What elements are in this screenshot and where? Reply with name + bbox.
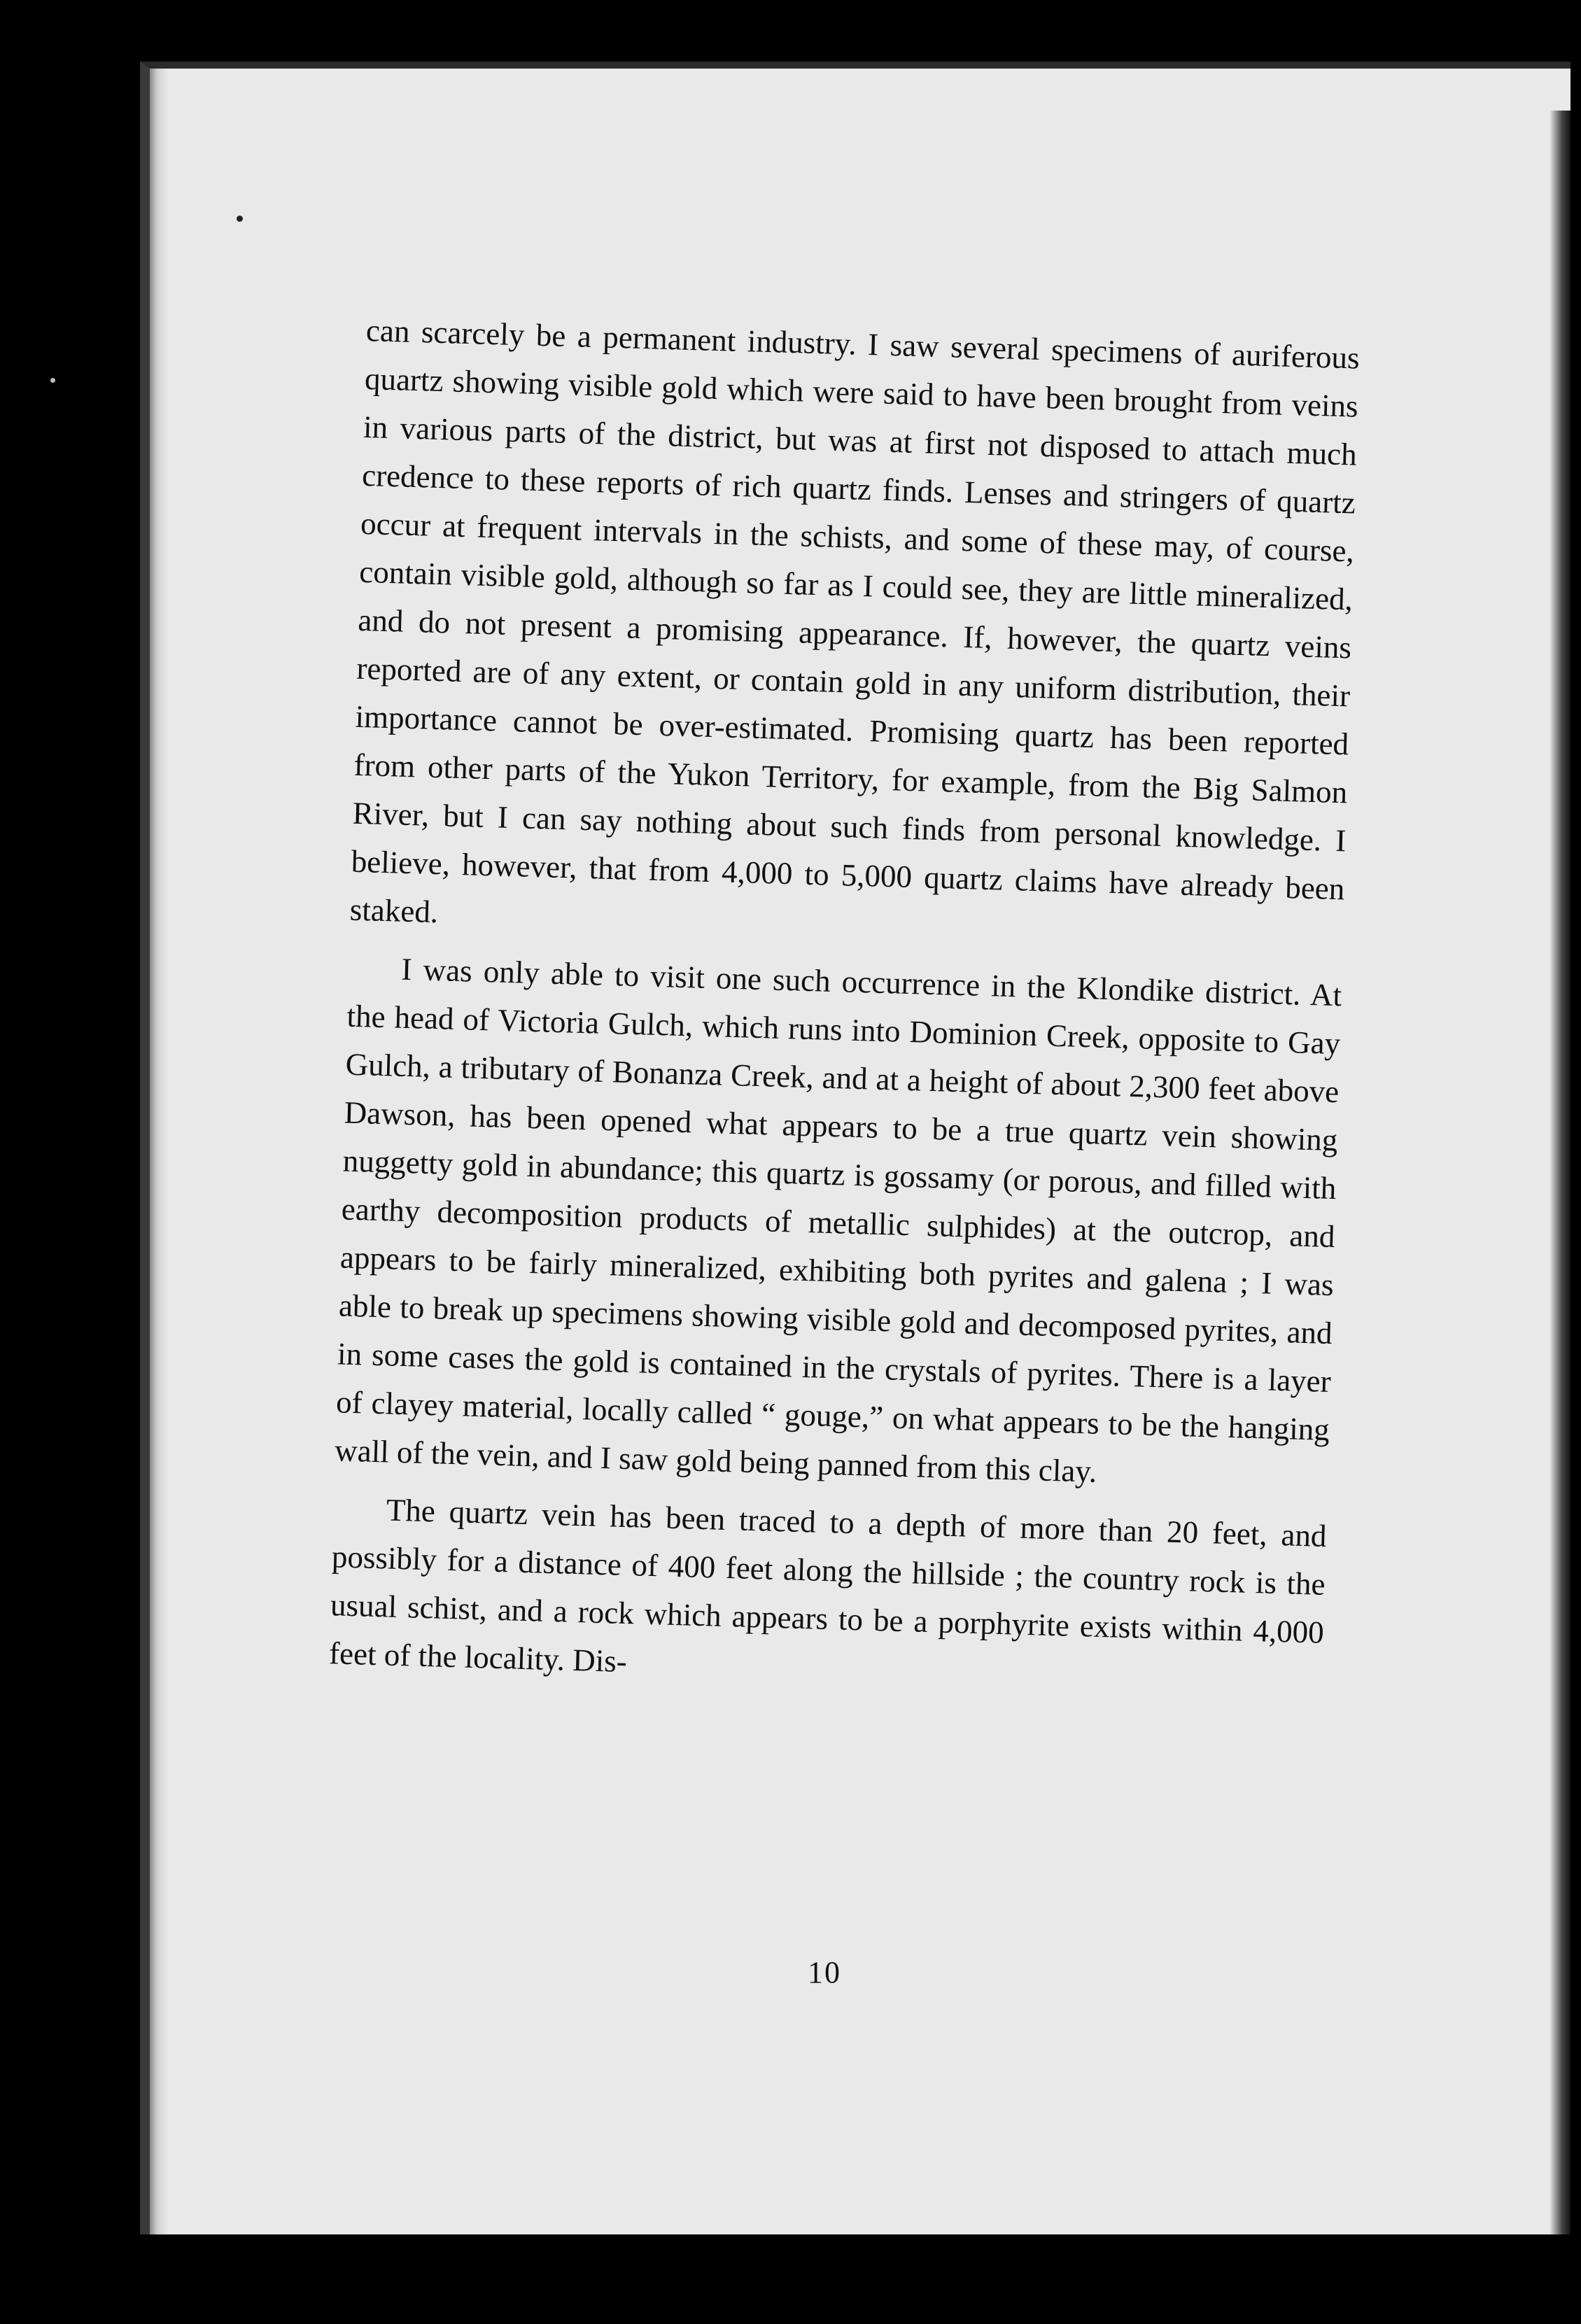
book-page <box>140 62 1571 2234</box>
paragraph-3: The quartz vein has been traced to a depth of more than 20 feet, and possibly for a distance of 400 feet along the hillside ; the country rock is the usual schist, and a rock which appears to be a porphyrite exists within 4,000 feet of the locality. Dis- <box>328 1492 1328 1679</box>
paragraph-2: I was only able to visit one such occurrence in the Klondike district. At the head of Victoria Gulch, which runs into Dominion Creek, opposite to Gay Gulch, a tributary of Bonanza Creek, and at a height of about 2,300 feet above Dawson, has been opened what appears to be a true quartz vein showing nuggetty gold in abundance; this quartz is gossamy (or porous, and filled with earthy decomposition products of metallic sulphides) at the outcrop, and appears to be fairly mineralized, exhibiting both pyrites and galena ; I was able to break up specimens showing visible gold and decomposed pyrites, and in some cases the gold is contained in the crystals of pyrites. There is a layer of clayey material, locally called “ gouge,” on what appears to be the hanging wall of the vein, and I saw gold being panned from this clay. <box>334 951 1342 1489</box>
scan-speck <box>237 216 243 222</box>
body-text <box>328 307 1360 1705</box>
paragraph-1: can scarcely be a permanent industry. I saw several specimens of auriferous quartz showing visible gold which were said to have been brought from veins in various parts of the district, but was at first not disposed to attach much credence to these reports of rich quartz finds. Lenses and stringers of quartz occur at frequent intervals in the schists, and some of these may, of course, contain visible gold, although so far as I could see, they are little mineralized, and do not present a promising appearance. If, however, the quartz veins reported are of any extent, or contain gold in any uniform distribution, their importance cannot be over-estimated. Promising quartz has been reported from other parts of the Yukon Territory, for example, from the Big Salmon River, but I can say nothing about such finds from personal knowledge. I believe, however, that from 4,000 to 5,000 quartz claims have already been staked. <box>349 312 1361 930</box>
page-number: 10 <box>808 1955 841 1990</box>
scan-speck <box>50 378 55 383</box>
